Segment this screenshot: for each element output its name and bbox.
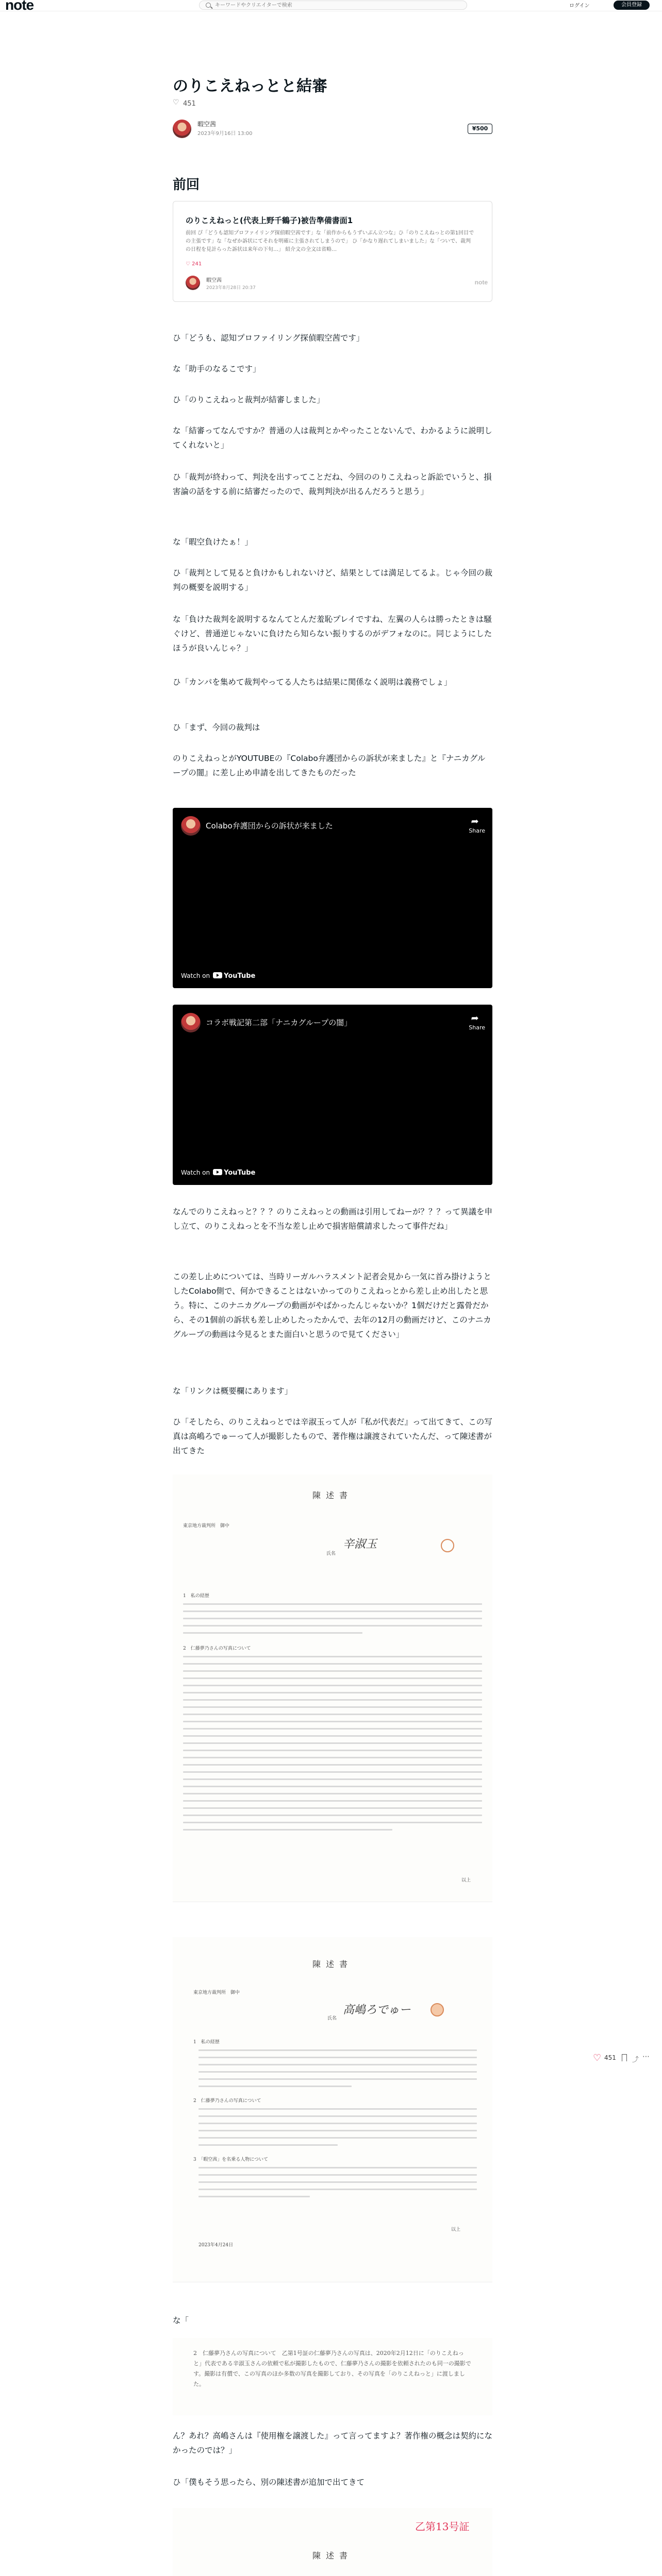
note-logo[interactable]: note <box>5 0 34 13</box>
section-heading: 前回 <box>173 177 200 193</box>
doc-title: 陳述書 <box>312 1959 353 1969</box>
paragraph: ひ「のりこえねっと裁判が結審しました」 <box>173 395 325 404</box>
doc-title: 陳述書 <box>312 2551 353 2561</box>
like-count-value: 451 <box>183 100 196 108</box>
youtube-logo-text: YouTube <box>224 1169 256 1177</box>
search-box[interactable] <box>199 1 467 10</box>
doc-title: 陳述書 <box>312 1490 353 1500</box>
doc-excerpt-text: 2 仁藤夢乃さんの写真について 乙第1号証の仁藤夢乃さんの写真は、2020年2月12日に「のりこえねっと」代表である辛淑玉さんの依頼で私が撮影したもので、仁藤夢乃さんの撮影を依頼されたのも同一の撮影です。撮影は有償で、この写真のほか多数の写真を撮影しており、その写真を「のりこえねっと」に渡しました。 <box>193 2350 471 2387</box>
watch-on-youtube[interactable] <box>181 972 255 980</box>
paragraph: な「負けた裁判を説明するなんてとんだ羞恥プレイですね、左翼の人らは勝ったときは騒ぐけど、普通逆じゃないに負けたら知らない振りするのがデフォなのに。同じようにしたほうが良いんじゃ？」 <box>173 615 492 653</box>
youtube-logo <box>213 972 255 980</box>
floating-like-count: 451 <box>604 2054 616 2061</box>
avatar[interactable] <box>173 120 191 138</box>
video-title[interactable]: コラボ戦記第二部「ナニカグループの闇」 <box>206 1018 352 1027</box>
price-badge: ¥500 <box>468 124 492 134</box>
paragraph: な「リンクは概要欄にあります」 <box>173 1386 293 1396</box>
floating-action-bar <box>593 2053 650 2065</box>
site-header <box>0 0 662 11</box>
document-image-statement-3[interactable] <box>173 2508 492 2576</box>
heart-icon <box>173 100 179 106</box>
embed-title[interactable]: のりこえねっと(代表上野千鶴子)被告準備書面1 <box>186 216 353 225</box>
embedded-article-card[interactable] <box>173 201 492 302</box>
channel-avatar[interactable] <box>181 816 201 836</box>
doc-section: 2 仁藤夢乃さんの写真について <box>193 2098 261 2104</box>
bookmark-icon[interactable] <box>622 2054 627 2061</box>
share-icon[interactable]: ➦ <box>471 1013 479 1024</box>
share-label[interactable]: Share <box>469 827 485 834</box>
embed-note-logo: note <box>474 279 488 286</box>
watch-on-youtube[interactable] <box>181 1169 255 1177</box>
watch-on-label: Watch on <box>181 972 210 979</box>
paragraph: ひ「裁判として見ると負けかもしれないけど、結果としては満足してるよ。じゃ今回の裁判の概要を説明する」 <box>173 568 493 592</box>
author-name[interactable]: 暇空茜 <box>197 121 217 128</box>
doc-footer: 以上 <box>461 1878 471 1883</box>
paragraph: ひ「カンパを集めて裁判やってる人たちは結果に関係なく説明は義務でしょ」 <box>173 677 452 687</box>
embed-author-date: 2023年8月28日 20:37 <box>206 285 256 291</box>
youtube-embed[interactable] <box>173 1005 492 1185</box>
share-icon[interactable]: ➦ <box>471 816 479 827</box>
paragraph: のりこえねっとがYOUTUBEの『Colabo弁護団からの訴状が来ました』と『ナニカグループの闇』に差し止め申請を出してきたものだった <box>173 754 486 777</box>
paragraph: ん？あれ？高嶋さんは『使用権を譲渡した』って言ってますよ？著作権の概念は契約になかったのでは？」 <box>173 2431 493 2455</box>
publish-date: 2023年9月16日 13:00 <box>197 131 253 137</box>
doc-footer: 以上 <box>451 2227 461 2232</box>
doc-addressee: 東京地方裁判所 御中 <box>183 1523 230 1529</box>
paragraph: ひ「僕もそう思ったら、別の陳述書が追加で出てきて <box>173 2478 365 2487</box>
channel-avatar[interactable] <box>181 1013 201 1032</box>
paragraph: ひ「裁判が終わって、判決を出すってことだね、今回ののりこえねっと訴訟でいうと、損害論の話をする前に結審だったので、裁判判決が出るんだろうと思う」 <box>173 472 492 496</box>
document-image-statement-2[interactable] <box>173 1937 492 2282</box>
doc-sign-label: 氏名 <box>327 2016 337 2021</box>
video-title[interactable]: Colabo弁護団からの訴状が来ました <box>206 821 333 831</box>
doc-sign-label: 氏名 <box>326 1551 336 1556</box>
youtube-play-icon <box>213 972 222 978</box>
embed-like-value: 241 <box>192 261 202 267</box>
document-excerpt-image[interactable] <box>173 2338 492 2415</box>
paragraph: この差し止めについては、当時リーガルハラスメント記者会見から一気に首み掛けようとしたColabo側で、何かできることはないかってのりこえねっとから差し止め出したと思う。特に、このナニカグループの動画がやばかったんじゃないか？1個だけだと露骨だから、その1個前の訴状も差し止めしたったかんで、去年の12月の動画だけど、このナニカグループの動画は今見るとまた面白いと思うので見てください」 <box>173 1272 491 1339</box>
like-heart-icon[interactable]: ♡ <box>593 2053 602 2063</box>
paragraph: ひ「まず、今回の裁判は <box>173 723 260 732</box>
paragraph: な「助手のなるこです」 <box>173 364 261 374</box>
watch-on-label: Watch on <box>181 1169 210 1176</box>
more-options-icon[interactable]: ⋯ <box>642 2053 650 2061</box>
doc-body-text <box>198 2108 477 2151</box>
doc-section: 3 「暇空茜」を名乗る人物について <box>193 2157 269 2162</box>
doc-date: 2023年4月24日 <box>198 2243 234 2248</box>
doc-signature: 辛淑玉 <box>343 1538 377 1551</box>
doc-section: 1 私の経歴 <box>183 1594 209 1599</box>
author-block <box>173 117 492 140</box>
embed-like-count: ♡ 241 <box>186 261 202 267</box>
doc-addressee: 東京地方裁判所 御中 <box>193 1990 240 1995</box>
doc-body-text <box>183 1656 482 1836</box>
doc-section: 1 私の経歴 <box>193 2040 220 2045</box>
seal-stamp <box>431 2003 444 2016</box>
doc-body-text <box>198 2167 477 2203</box>
youtube-play-icon <box>213 1169 222 1175</box>
search-input[interactable] <box>215 2 457 9</box>
share-label[interactable]: Share <box>469 1024 485 1031</box>
share-icon[interactable]: ⤴ <box>632 2056 639 2064</box>
youtube-embed[interactable] <box>173 808 492 988</box>
youtube-logo <box>213 1169 255 1177</box>
doc-section: 2 仁藤夢乃さんの写真について <box>183 1646 251 1651</box>
document-image-statement-1[interactable] <box>173 1475 492 1902</box>
search-icon <box>206 3 211 8</box>
paragraph: な「結審ってなんですか？普通の人は裁判とかやったことないんで、わかるように説明してくれないと」 <box>173 426 492 450</box>
article-title: のりこえねっとと結審 <box>173 77 327 95</box>
login-link[interactable]: ログイン <box>569 3 590 9</box>
paragraph: な「暇空負けたぁ！」 <box>173 537 253 547</box>
embed-avatar <box>186 276 200 290</box>
embed-author-name: 暇空茜 <box>206 278 222 283</box>
like-count[interactable] <box>173 100 196 108</box>
paragraph: ひ「どうも、認知プロファイリング探偵暇空茜です」 <box>173 333 365 343</box>
embed-author <box>186 276 479 294</box>
seal-stamp <box>441 1539 454 1552</box>
youtube-logo-text: YouTube <box>224 972 256 980</box>
paragraph: な「 <box>173 2316 189 2325</box>
paragraph: なんでのりこえねっと？？？のりこえねっとの動画は引用してねーが？？？って異議を申し立て、のりこえねっとを不当な差し止めで損害賠償請求したって事件だね」 <box>173 1207 493 1231</box>
paragraph: ひ「そしたら、のりこえねっとでは辛淑玉って人が『私が代表だ』って出てきて、この写真は高嶋ろでゅーって人が撮影したもので、著作権は譲渡されていたんだ、って陳述書が出てきた <box>173 1417 492 1455</box>
embed-description: 前回 ぴ「どうも認知プロファイリング探偵暇空茜です」な「前作からもうずいぶん立つな」ひ「のりこえねっとの第1回目での主張です」な「なぜか訴状にてそれを明確に主張されてしまうので」 ひ「かなり遅れてしまいました」な「ついで、裁判の日程を見計らった訴状は来年の下旬…」 紹介文の全文は省略… <box>186 230 474 252</box>
doc-body-text <box>183 1603 482 1639</box>
exhibit-stamp: 乙第13号証 <box>415 2520 470 2533</box>
doc-signature: 高嶋ろでゅー <box>343 2004 411 2016</box>
doc-body-text <box>198 2049 477 2093</box>
signup-button[interactable]: 会員登録 <box>614 1 650 10</box>
